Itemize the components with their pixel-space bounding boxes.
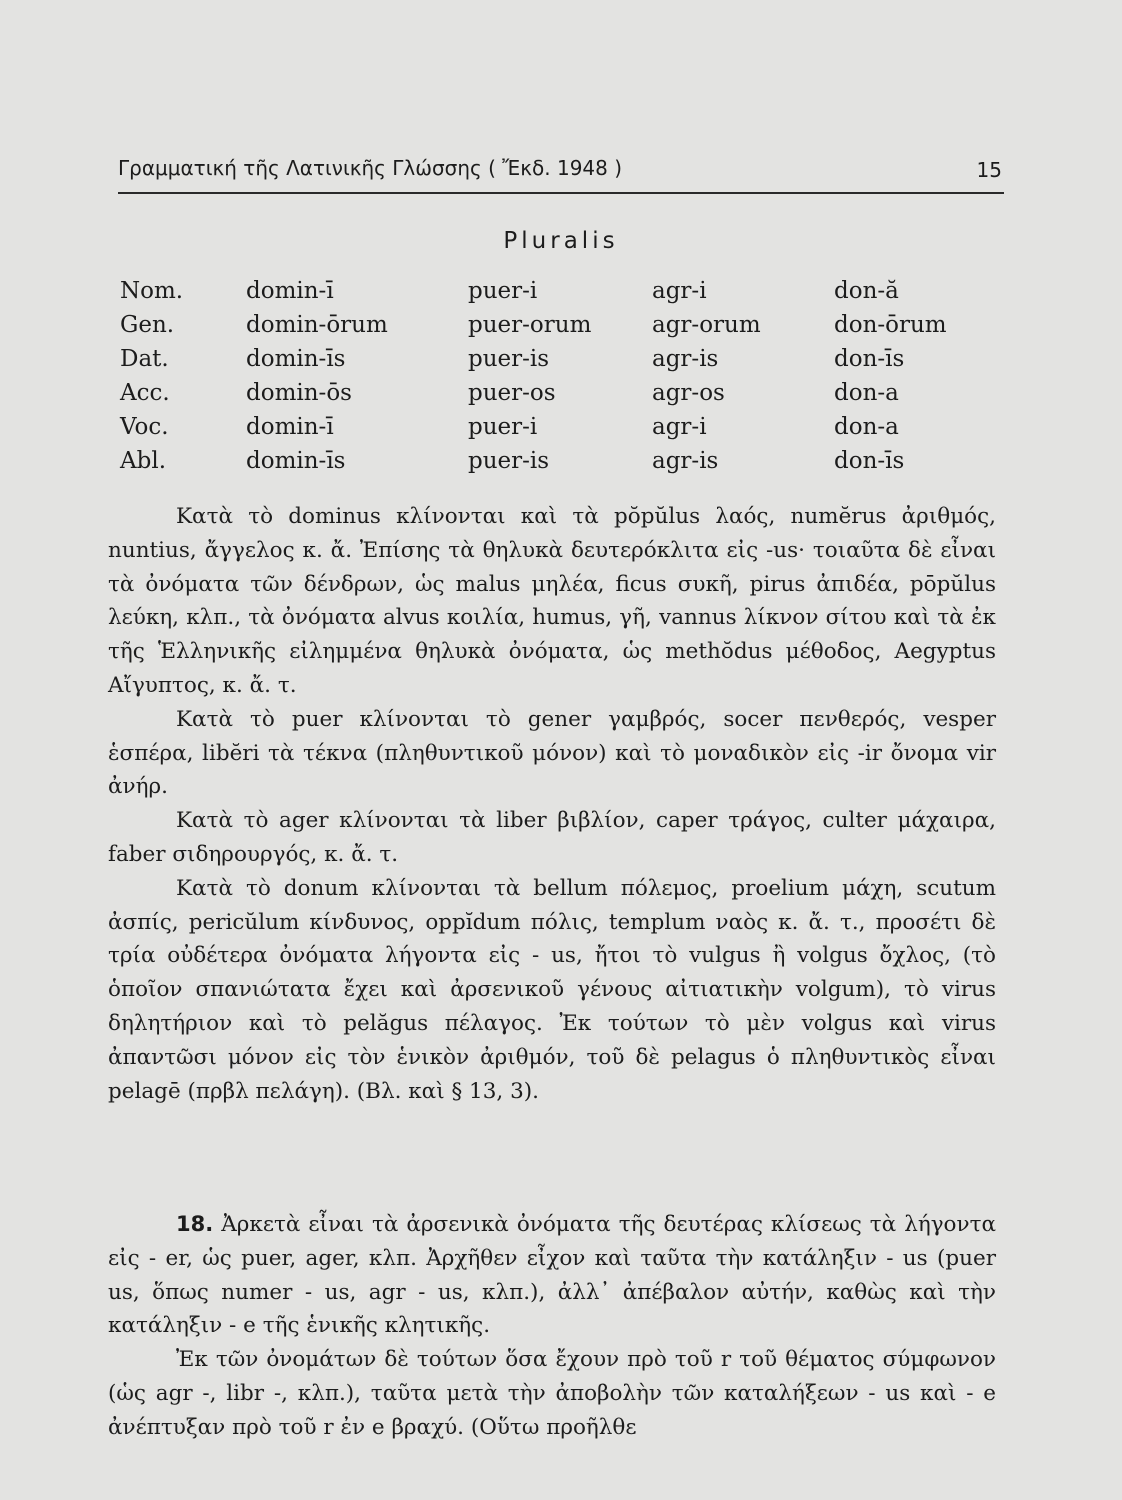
paragraph-ager: Κατὰ τὸ ager κλίνονται τὰ liber βιβλίον, caper τράγος, culter μάχαιρα, faber σιδηρουργός, κ. ἄ. τ. xyxy=(108,808,996,867)
ager-form: agr-os xyxy=(652,380,725,406)
dominus-form: domin-īs xyxy=(246,346,346,372)
paragraph-puer: Κατὰ τὸ puer κλίνονται τὸ gener γαμβρός, socer πενθερός, vesper ἑσπέρα, libĕri τὰ τέκνα (πληθυντικοῦ μόνον) καὶ τὸ μοναδικὸν εἰς -ir ὄνομα vir ἀνήρ. xyxy=(108,706,996,800)
header-title: Γραμματική τῆς Λατινικῆς Γλώσσης ( Ἔκδ. 1948 ) xyxy=(118,156,623,180)
case-label: Nom. xyxy=(120,278,184,304)
ager-form: agr-orum xyxy=(652,312,761,338)
section-18-paragraph-2: Ἐκ τῶν ὀνομάτων δὲ τούτων ὅσα ἔχουν πρὸ τοῦ r τοῦ θέματος σύμφωνον (ὡς agr -, libr -, κλπ.), ταῦτα μετὰ τὴν ἀποβολὴν τῶν καταλήξεων - us καὶ - e ἀνέπτυξαν πρὸ τοῦ r ἐν e βραχύ. (Οὕτω προῆλθε xyxy=(108,1347,996,1440)
dominus-form: domin-ōs xyxy=(246,380,352,406)
donum-form: don-ă xyxy=(834,278,899,304)
page-number: 15 xyxy=(976,158,1002,182)
header-rule xyxy=(118,192,1004,194)
declension-table xyxy=(118,278,978,482)
section-18-text: Ἀρκετὰ εἶναι τὰ ἀρσενικὰ ὀνόματα τῆς δευτέρας κλίσεως τὰ λήγοντα εἰς - er, ὡς puer, ager, κλπ. Ἀρχῆθεν εἶχον καὶ ταῦτα τὴν κατάληξιν - us (puer us, ὅπως numer - us, agr - us, κλπ.), ἀλλ᾿ ἀπέβαλον αὐτήν, καθὼς καὶ τὴν κατάληξιν - e τῆς ἑνικῆς κλητικῆς. xyxy=(108,1212,996,1339)
dominus-form: domin-ōrum xyxy=(246,312,388,338)
section-18-paragraph xyxy=(108,1208,996,1343)
puer-form: puer-i xyxy=(468,278,538,304)
table-row xyxy=(118,414,978,448)
case-label: Gen. xyxy=(120,312,175,338)
table-row xyxy=(118,448,978,482)
dominus-form: domin-ī xyxy=(246,414,334,440)
donum-form: don-a xyxy=(834,414,899,440)
section-number: 18. xyxy=(176,1212,214,1236)
puer-form: puer-orum xyxy=(468,312,592,338)
paragraph-dominus: Κατὰ τὸ dominus κλίνονται καὶ τὰ pŏpŭlus λαός, numĕrus ἀριθμός, nuntius, ἄγγελος κ. ἄ. Ἐπίσης τὰ θηλυκὰ δευτερόκλιτα εἰς -us· τοιαῦτα δὲ εἶναι τὰ ὀνόματα τῶν δένδρων, ὡς malus μηλέα, ficus συκῆ, pirus ἀπιδέα, pōpŭlus λεύκη, κλπ., τὰ ὀνόματα alvus κοιλία, humus, γῆ, vannus λίκνον σίτου καὶ τὰ ἐκ τῆς Ἑλληνικῆς εἰλημμένα θηλυκὰ ὀνόματα, ὡς methŏdus μέθοδος, Aegyptus Αἴγυπτος, κ. ἄ. τ. xyxy=(108,504,996,698)
section-18 xyxy=(108,1208,996,1445)
table-row xyxy=(118,278,978,312)
case-label: Abl. xyxy=(120,448,166,474)
donum-form: don-a xyxy=(834,380,899,406)
table-row xyxy=(118,346,978,380)
plural-heading: Pluralis xyxy=(503,228,619,254)
ager-form: agr-i xyxy=(652,414,707,440)
donum-form: don-īs xyxy=(834,346,905,372)
donum-form: don-ōrum xyxy=(834,312,947,338)
dominus-form: domin-īs xyxy=(246,448,346,474)
dominus-form: domin-ī xyxy=(246,278,334,304)
case-label: Acc. xyxy=(120,380,170,406)
donum-form: don-īs xyxy=(834,448,905,474)
puer-form: puer-os xyxy=(468,380,556,406)
ager-form: agr-is xyxy=(652,346,719,372)
puer-form: puer-is xyxy=(468,346,550,372)
puer-form: puer-is xyxy=(468,448,550,474)
puer-form: puer-i xyxy=(468,414,538,440)
table-row xyxy=(118,312,978,346)
ager-form: agr-i xyxy=(652,278,707,304)
main-text xyxy=(108,500,996,1108)
ager-form: agr-is xyxy=(652,448,719,474)
paragraph-donum: Κατὰ τὸ donum κλίνονται τὰ bellum πόλεμος, proelium μάχη, scutum ἀσπίς, pericŭlum κίνδυνος, oppĭdum πόλις, templum ναὸς κ. ἄ. τ., προσέτι δὲ τρία οὐδέτερα ὀνόματα λήγοντα εἰς - us, ἤτοι τὸ vulgus ἢ volgus ὄχλος, (τὸ ὁποῖον σπανιώτατα ἔχει καὶ ἀρσενικοῦ γένους αἰτιατικὴν volgum), τὸ virus δηλητήριον καὶ τὸ pelăgus πέλαγος. Ἐκ τούτων τὸ μὲν volgus καὶ virus ἀπαντῶσι μόνον εἰς τὸν ἑνικὸν ἀριθμόν, τοῦ δὲ pelagus ὁ πληθυντικὸς εἶναι pelagē (πρβλ πελάγη). (Βλ. καὶ § 13, 3). xyxy=(108,875,996,1104)
case-label: Dat. xyxy=(120,346,169,372)
case-label: Voc. xyxy=(120,414,169,440)
table-row xyxy=(118,380,978,414)
